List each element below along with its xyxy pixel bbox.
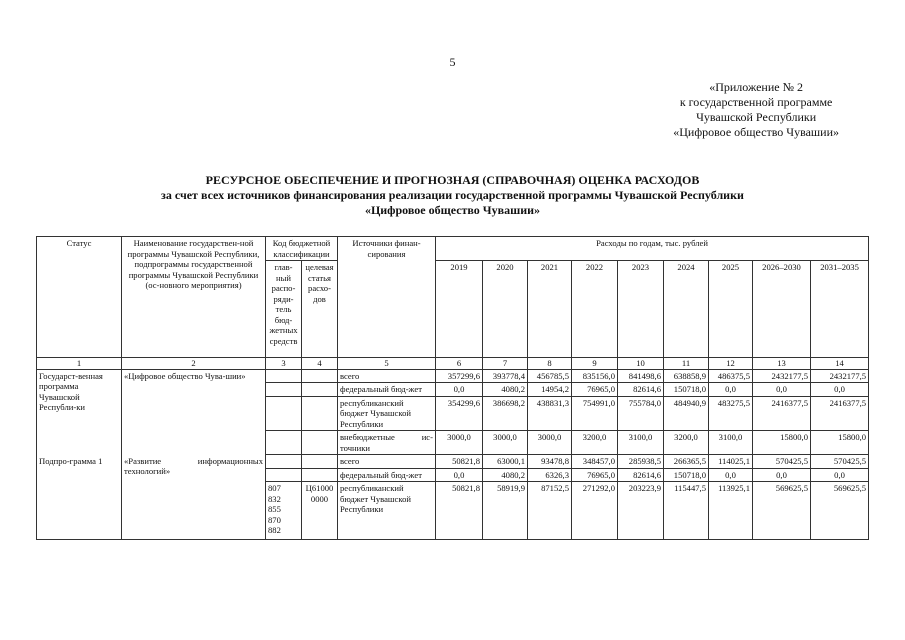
value-cell: 0,0 [709,468,753,482]
header-year-2021: 2021 [528,261,572,358]
value-cell: 486375,5 [709,369,753,383]
value-cell: 82614,6 [618,383,664,397]
source-cell: республиканский бюджет Чувашской Республики [338,396,436,431]
value-cell: 76965,0 [572,383,618,397]
value-cell: 150718,0 [664,383,709,397]
target-cell [302,383,338,397]
header-name: Наименование государствен-ной программы Чувашской Республики, подпрограммы государственной программы Чувашской Республики (ос-новного мероприятия) [122,237,266,358]
value-cell: 755784,0 [618,396,664,431]
value-cell: 3000,0 [436,431,483,455]
value-cell: 456785,5 [528,369,572,383]
program-status: Государст-венная программа Чувашской Республи-ки [37,369,122,455]
value-cell: 3000,0 [483,431,528,455]
value-cell: 3200,0 [572,431,618,455]
column-number: 7 [483,358,528,370]
value-cell: 638858,9 [664,369,709,383]
target-cell [302,431,338,455]
value-cell: 354299,6 [436,396,483,431]
appendix-note [673,80,839,140]
header-year-2026-2030: 2026–2030 [753,261,811,358]
column-number: 13 [753,358,811,370]
target-cell [302,369,338,383]
value-cell: 63000,1 [483,455,528,469]
value-cell: 114025,1 [709,455,753,469]
value-cell: 2432177,5 [811,369,869,383]
appendix-line-1: «Приложение № 2 [709,80,804,94]
grbs-cell [266,369,302,383]
subprogram-status: Подпро-грамма 1 [37,455,122,540]
value-cell: 3100,0 [618,431,664,455]
header-budget-code: Код бюджетной классификации [266,237,338,261]
value-cell: 0,0 [709,383,753,397]
header-grbs: глав-ный распо-ряди-тель бюд-жетных средств [266,261,302,358]
grbs-codes: 807 832 855 870 882 [268,483,281,535]
page-number: 5 [449,55,456,69]
target-cell [302,455,338,469]
value-cell: 835156,0 [572,369,618,383]
value-cell: 483275,5 [709,396,753,431]
value-cell: 3200,0 [664,431,709,455]
source-cell: федеральный бюд-жет [338,383,436,397]
column-number: 4 [302,358,338,370]
value-cell: 348457,0 [572,455,618,469]
header-year-2031-2035: 2031–2035 [811,261,869,358]
value-cell: 285938,5 [618,455,664,469]
target-cell: Ц61000 0000 [302,482,338,540]
column-number: 10 [618,358,664,370]
header-year-2023: 2023 [618,261,664,358]
header-status: Статус [37,237,122,358]
column-number: 6 [436,358,483,370]
grbs-cell [266,383,302,397]
value-cell: 203223,9 [618,482,664,540]
value-cell: 15800,0 [753,431,811,455]
header-year-2020: 2020 [483,261,528,358]
table-row [37,455,869,469]
column-number: 1 [37,358,122,370]
header-expenses: Расходы по годам, тыс. рублей [436,237,869,261]
resource-table [36,236,869,540]
subprogram-name: «Развитие информационных технологий» [122,455,266,540]
appendix-line-2: к государственной программе [679,95,833,109]
column-number: 9 [572,358,618,370]
value-cell: 0,0 [436,468,483,482]
value-cell: 0,0 [811,468,869,482]
value-cell: 438831,3 [528,396,572,431]
value-cell: 569625,5 [753,482,811,540]
header-year-2025: 2025 [709,261,753,358]
header-row-1 [37,237,869,261]
value-cell: 4080,2 [483,383,528,397]
title-line-2: за счет всех источников финансирования реализации государственной программы Чувашской Республики [161,188,744,202]
value-cell: 357299,6 [436,369,483,383]
target-cell [302,396,338,431]
value-cell: 0,0 [753,468,811,482]
value-cell: 4080,2 [483,468,528,482]
value-cell: 266365,5 [664,455,709,469]
value-cell: 115447,5 [664,482,709,540]
target-cell [302,468,338,482]
value-cell: 113925,1 [709,482,753,540]
value-cell: 3000,0 [528,431,572,455]
value-cell: 0,0 [811,383,869,397]
grbs-cell [266,455,302,469]
value-cell: 0,0 [753,383,811,397]
column-number: 11 [664,358,709,370]
value-cell: 6326,3 [528,468,572,482]
document-title [0,173,905,218]
column-number: 3 [266,358,302,370]
value-cell: 393778,4 [483,369,528,383]
value-cell: 2416377,5 [753,396,811,431]
value-cell: 570425,5 [753,455,811,469]
value-cell: 50821,8 [436,455,483,469]
value-cell: 841498,6 [618,369,664,383]
title-line-1: РЕСУРСНОЕ ОБЕСПЕЧЕНИЕ И ПРОГНОЗНАЯ (СПРАВОЧНАЯ) ОЦЕНКА РАСХОДОВ [205,173,700,187]
value-cell: 0,0 [436,383,483,397]
grbs-cell [266,396,302,431]
column-number: 14 [811,358,869,370]
column-number: 5 [338,358,436,370]
value-cell: 58919,9 [483,482,528,540]
source-cell: всего [338,369,436,383]
value-cell: 150718,0 [664,468,709,482]
grbs-cell [266,468,302,482]
value-cell: 484940,9 [664,396,709,431]
value-cell: 271292,0 [572,482,618,540]
column-number: 2 [122,358,266,370]
source-cell: внебюджетные ис-точники [338,431,436,455]
title-line-3: «Цифровое общество Чувашии» [364,203,541,217]
value-cell: 569625,5 [811,482,869,540]
header-year-2019: 2019 [436,261,483,358]
source-cell: всего [338,455,436,469]
value-cell: 386698,2 [483,396,528,431]
value-cell: 570425,5 [811,455,869,469]
value-cell: 14954,2 [528,383,572,397]
value-cell: 87152,5 [528,482,572,540]
program-name: «Цифровое общество Чува-шии» [122,369,266,455]
table-row [37,369,869,383]
column-number-row [37,358,869,370]
value-cell: 754991,0 [572,396,618,431]
value-cell: 15800,0 [811,431,869,455]
source-cell: республиканский бюджет Чувашской Республики [338,482,436,540]
value-cell: 3100,0 [709,431,753,455]
value-cell: 93478,8 [528,455,572,469]
column-number: 8 [528,358,572,370]
appendix-line-4: «Цифровое общество Чувашии» [673,125,839,139]
header-target-article: целевая статья расхо-дов [302,261,338,358]
value-cell: 76965,0 [572,468,618,482]
value-cell: 2432177,5 [753,369,811,383]
column-number: 12 [709,358,753,370]
appendix-line-3: Чувашской Республики [696,110,817,124]
header-sources: Источники финан-сирования [338,237,436,358]
grbs-cell [266,431,302,455]
value-cell: 82614,6 [618,468,664,482]
header-year-2022: 2022 [572,261,618,358]
grbs-cell [266,482,302,540]
value-cell: 2416377,5 [811,396,869,431]
value-cell: 50821,8 [436,482,483,540]
header-year-2024: 2024 [664,261,709,358]
source-cell: федеральный бюд-жет [338,468,436,482]
